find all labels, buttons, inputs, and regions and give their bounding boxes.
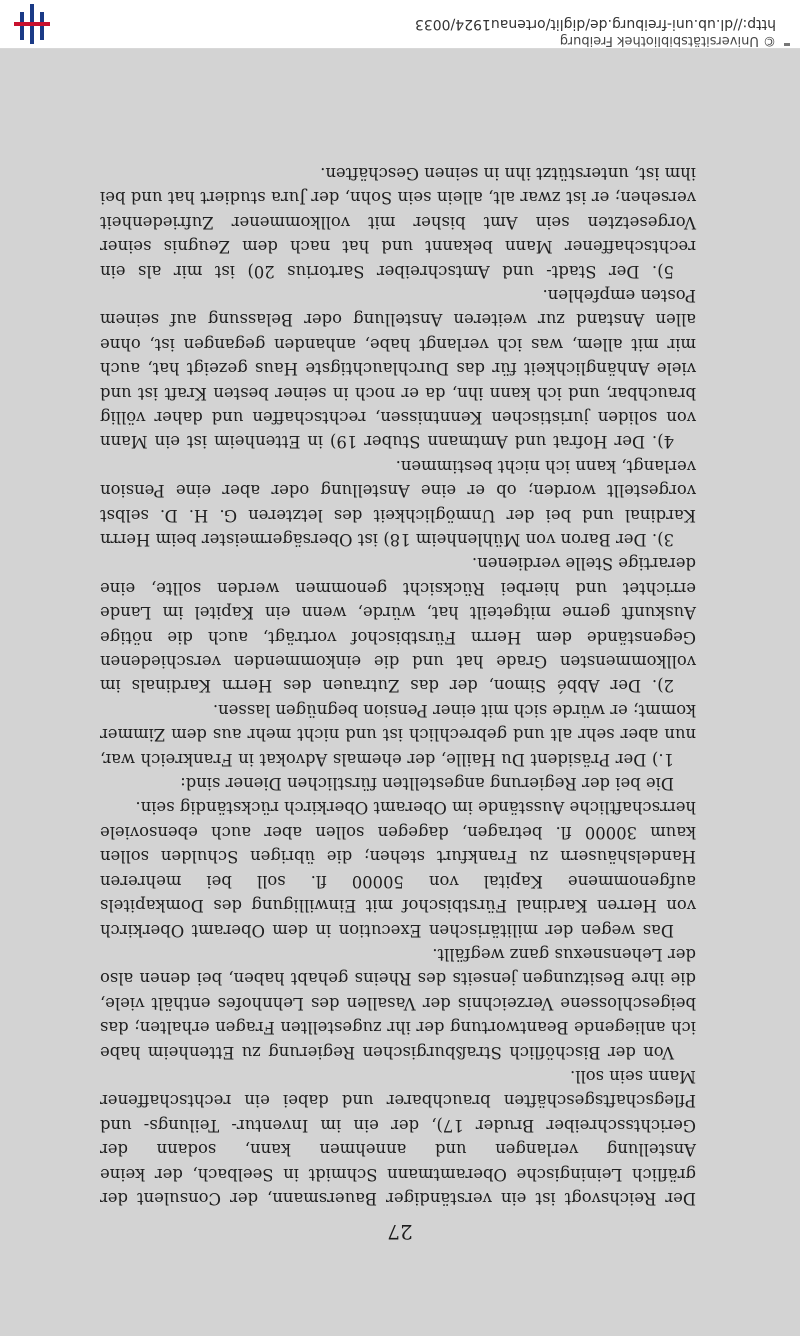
paragraph-5: 1.) Der Präsident Du Haille, der ehemals Advokat in Frankreich war, nun aber sehr alt und gebrechlich ist und nicht mehr aus dem Zimmer kommt; er würde sich mit einer Pension begnügen lassen. <box>100 700 696 769</box>
document-text <box>100 161 696 1210</box>
paragraph-7: 3). Der Baron von Mühlenheim 18) ist Obersägermeister beim Herrn Kardinal und bei der Unmöglichkeit des letzteren G. H. D. selbst vorgestellt worden; ob er eine Anstellung oder aber eine Pension verlangt, kann ich nicht bestimmen. <box>100 456 696 550</box>
paragraph-1: Der Reichsvogt ist ein verständiger Bauersmann, der Consulent der gräflich Leiningische Oberamtmann Schmidt in Seelbach, der keine Anstellung verlangen und annehmen kann, sodann der Gerichtsschreiber Bruder 17), der ein im Inventur- Teilungs- und Pflegschaftsgeschäften brauchbarer und dabei ein rechtschaffener Mann sein soll. <box>100 1066 696 1208</box>
page-edge-mark <box>784 43 790 46</box>
paragraph-4: Die bei der Regierung angestellten fürstlichen Diener sind: <box>180 774 674 794</box>
paragraph-9: 5). Der Stadt- und Amtschreiber Sartorius 20) ist mir als ein rechtschaffener Mann bekannt und hat nach dem Zeugnis seiner Vorgesetzten sein Amt bisher mit vollkommener Zufriedenheit versehen; er ist zwar alt, allein sein Sohn, der Jura studiert hat und bei ihm ist, unterstützt ihn in seinen Geschäften. <box>100 163 696 281</box>
ub-freiburg-logo-icon[interactable] <box>10 4 54 44</box>
paragraph-6: 2). Der Abbé Simon, der das Zutrauen des Herrn Kardinals im vollkommensten Grade hat und die einkommenden verschiedenen Gegenstände dem Herrn Fürstbischof vorträgt, auch die nötige Auskunft gerne mitgeteilt hat, würde, wenn ein Kapitel im Lande errichtet und hierbei Rücksicht genommen werden sollte, eine derartige Stelle verdienen. <box>100 554 696 696</box>
paragraph-2: Von der Bischöflich Straßburgischen Regierung zu Ettenheim habe ich anliegende Beantwortung der ihr zugestellten Fragen erhalten; das beigeschlossene Verzeichnis der Vasallen des Lehnhofes enthält viele, die ihre Besitzungen jenseits des Rheins gehabt haben, bei denen also der Lehensnexus ganz wegfällt. <box>100 944 696 1062</box>
copyright-text: © Universitätsbibliothek Freiburg <box>559 33 776 48</box>
permalink-url[interactable]: http://dl.ub.uni-freiburg.de/diglit/ortenau1924/0033 <box>414 16 776 32</box>
viewer-footer <box>0 0 800 49</box>
page-number: 27 <box>387 1220 413 1244</box>
paragraph-8: 4). Der Hofrat und Amtmann Stuber 19) in Ettenheim ist ein Mann von soliden juristischen Kenntnissen, rechtschaffen und daher völlig brauchbar, und ich kann ihn, da er noch in seiner besten Kraft ist und viele Anhänglichkeit für das Durchlauchtigste Haus gezeigt hat, auch mir mit allem, was ich verlangt habe, anhanden gegangen ist, ohne allen Anstand zur weiteren Anstellung oder Belassung auf seinem Posten empfehlen. <box>100 285 696 452</box>
paragraph-3: Das wegen der militärischen Execution in dem Oberamt Oberkirch von Herren Kardinal Fürstbischof mit Einwilligung des Domkapitels aufgenommene Kapital von 50000 fl. soll bei mehreren Handelshäusern zu Frankfurt stehen; die übrigen Schulden sollen kaum 30000 fl. betragen, dagegen sollen aber auch ebensoviele herrschaftliche Ausstände im Oberamt Oberkirch rückständig sein. <box>100 798 696 940</box>
